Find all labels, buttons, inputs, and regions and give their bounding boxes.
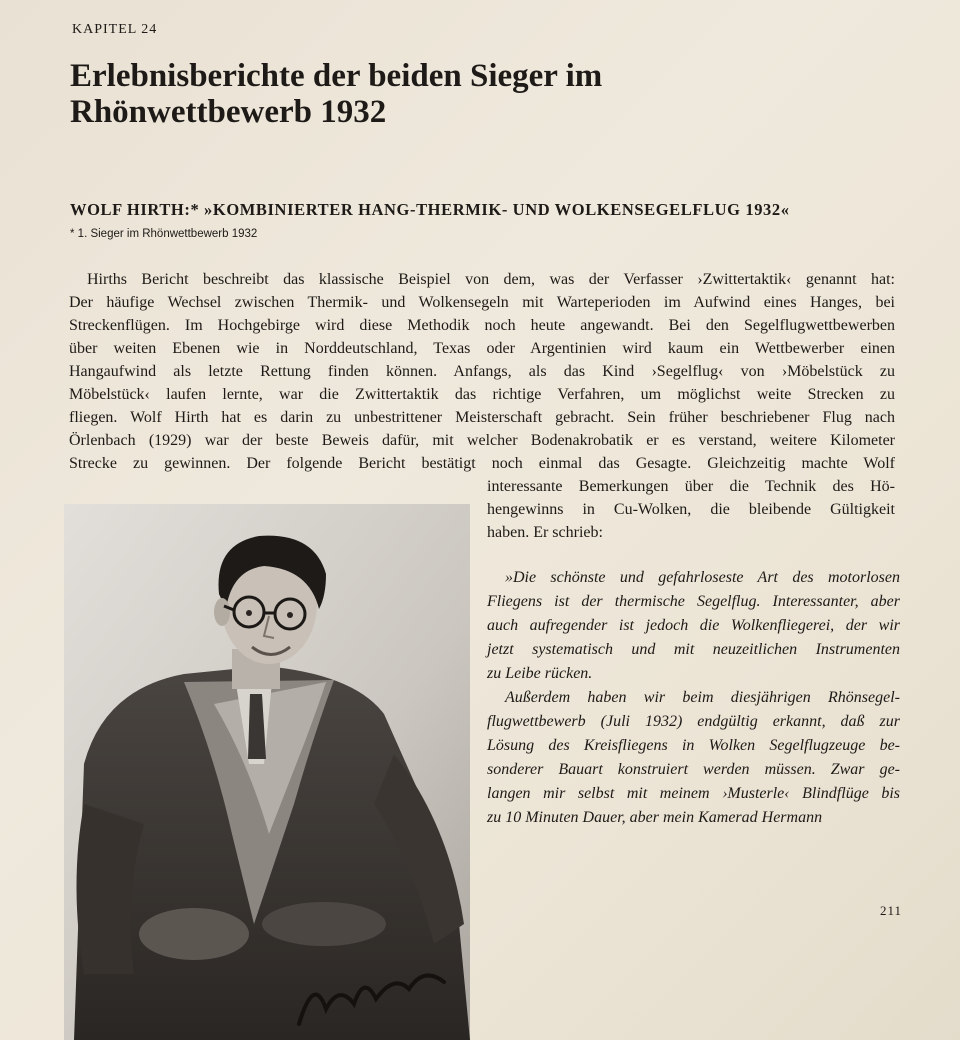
quote-line: »Die schönste und gefahrloseste Art des motorlosen: [505, 569, 900, 586]
body-line: Örlenbach (1929) war der beste Beweis dafür, mit welcher Bodenakrobatik er es verstand, weitere Kilometer: [69, 432, 895, 449]
body-line: haben. Er schrieb:: [487, 524, 603, 541]
body-line: Hirths Bericht beschreibt das klassische Beispiel von dem, was der Verfasser ›Zwittertaktik‹ genannt hat:: [87, 271, 895, 288]
body-line: über weiten Ebenen wie in Norddeutschland, Texas oder Argentinien wird kaum ein Wettbewerber einen: [69, 340, 895, 357]
quote-line: auch aufregender ist jedoch die Wolkenfliegerei, der wir: [487, 617, 900, 634]
body-line: Strecke zu gewinnen. Der folgende Bericht bestätigt noch einmal das Gesagte. Gleichzeitig machte Wolf: [69, 455, 895, 472]
portrait-illustration: [64, 504, 470, 1040]
quote-line: Lösung des Kreisfliegens in Wolken Segelflugzeuge be-: [487, 737, 900, 754]
body-line: Der häufige Wechsel zwischen Thermik- und Wolkensegeln mit Warteperioden im Aufwind eines Hanges, bei: [69, 294, 895, 311]
quote-line: zu Leibe rücken.: [487, 665, 593, 682]
body-line: Streckenflügen. Im Hochgebirge wird diese Methodik noch heute angewandt. Bei den Segelflugwettbewerben: [69, 317, 895, 334]
quote-line: Fliegens ist der thermische Segelflug. Interessanter, aber: [487, 593, 900, 610]
title-line-1: Erlebnisberichte der beiden Sieger im: [70, 58, 603, 94]
body-line: interessante Bemerkungen über die Technik des Hö-: [487, 478, 895, 495]
body-line: Hangaufwind als letzte Rettung finden können. Anfangs, als das Kind ›Segelflug‹ von ›Möbelstück zu: [69, 363, 895, 380]
quote-line: jetzt systematisch und mit neuzeitlichen Instrumenten: [487, 641, 900, 658]
quote-line: langen mir selbst mit meinem ›Musterle‹ Blindflüge bis: [487, 785, 900, 802]
chapter-label: KAPITEL 24: [72, 22, 158, 37]
body-line: hengewinns in Cu-Wolken, die bleibende Gültigkeit: [487, 501, 895, 518]
quote-line: Außerdem haben wir beim diesjährigen Rhönsegel-: [505, 689, 900, 706]
quote-line: sonderer Bauart konstruiert werden müssen. Zwar ge-: [487, 761, 900, 778]
page-number: 211: [880, 903, 903, 918]
quote-line: zu 10 Minuten Dauer, aber mein Kamerad Hermann: [487, 809, 823, 826]
title-line-2: Rhönwettbewerb 1932: [70, 94, 387, 130]
quote-line: flugwettbewerb (Juli 1932) endgültig erkannt, daß zur: [487, 713, 900, 730]
portrait-photo: [64, 504, 470, 1040]
page-title: [70, 58, 910, 130]
section-heading: WOLF HIRTH:* »KOMBINIERTER HANG-THERMIK- UND WOLKENSEGELFLUG 1932«: [70, 200, 790, 219]
footnote: * 1. Sieger im Rhönwettbewerb 1932: [70, 228, 258, 240]
body-line: fliegen. Wolf Hirth hat es darin zu unbestrittener Meisterschaft gebracht. Sein früher beschriebener Flug nach: [69, 409, 895, 426]
body-line: Möbelstück‹ laufen lernte, war die Zwittertaktik das richtige Verfahren, um möglichst weite Strecken zu: [69, 386, 895, 403]
